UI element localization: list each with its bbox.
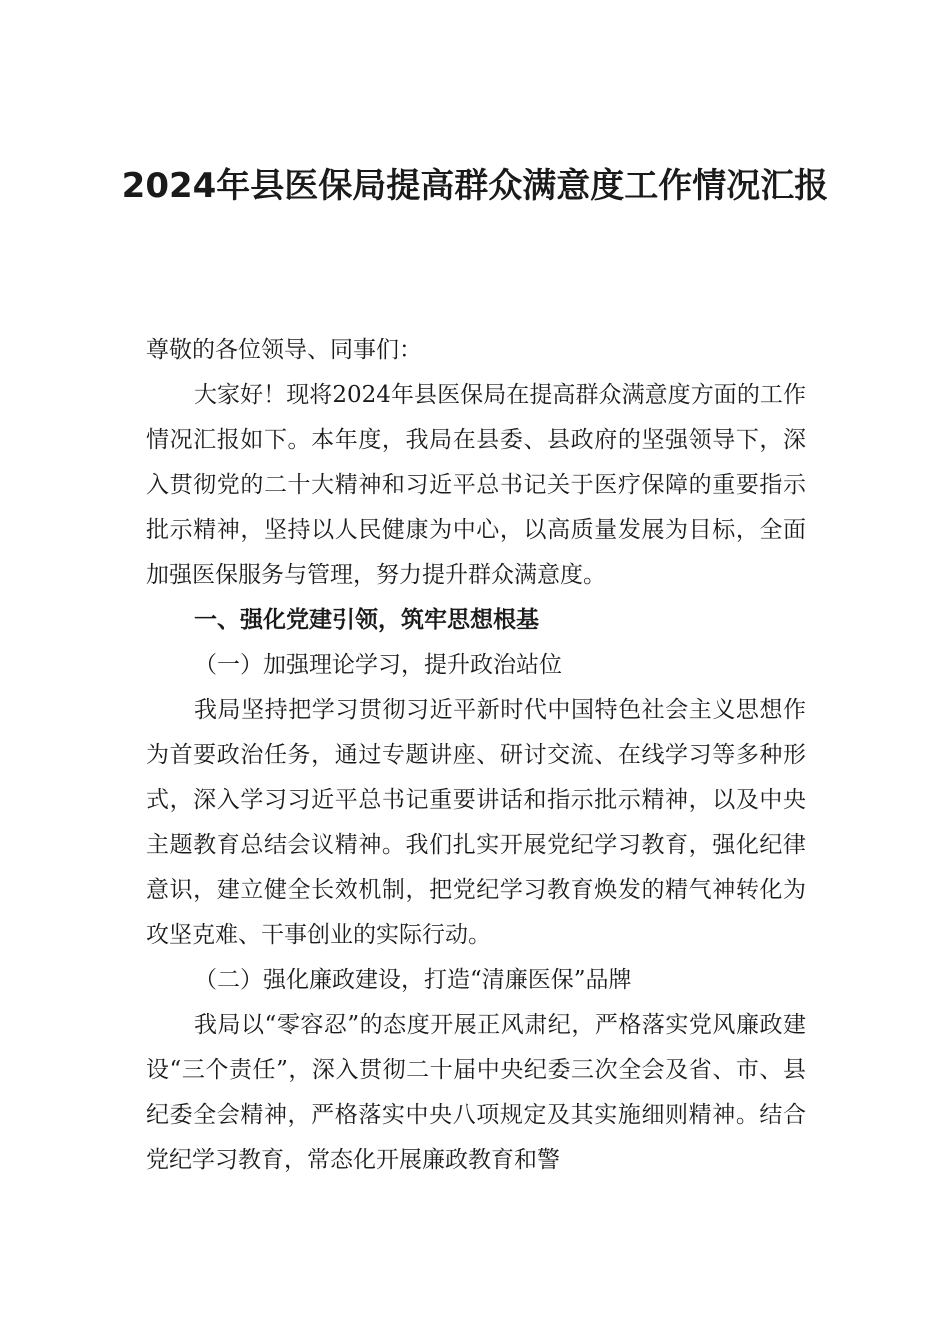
salutation: 尊敬的各位领导、同事们：	[146, 337, 422, 363]
document-body	[146, 328, 806, 1183]
subsection-heading-1: （一）加强理论学习，提升政治站位	[194, 652, 562, 678]
subsection-paragraph-1: 我局坚持把学习贯彻习近平新时代中国特色社会主义思想作为首要政治任务，通过专题讲座、研讨交流、在线学习等多种形式，深入学习习近平总书记重要讲话和指示批示精神，以及中央主题教育总结会议精神。我们扎实开展党纪学习教育，强化纪律意识，建立健全长效机制，把党纪学习教育焕发的精气神转化为攻坚克难、干事创业的实际行动。	[146, 697, 806, 948]
subsection-paragraph-2: 我局以“零容忍”的态度开展正风肃纪，严格落实党风廉政建设“三个责任”，深入贯彻二十届中央纪委三次全会及省、市、县纪委全会精神，严格落实中央八项规定及其实施细则精神。结合党纪学习教育，常态化开展廉政教育和警	[146, 1012, 806, 1173]
subsection-heading-2: （二）强化廉政建设，打造“清廉医保”品牌	[194, 967, 632, 993]
document-title: 2024年县医保局提高群众满意度工作情况汇报	[121, 166, 829, 206]
section-heading-1: 一、强化党建引领，筑牢思想根基	[194, 607, 539, 633]
intro-paragraph: 大家好！现将2024年县医保局在提高群众满意度方面的工作情况汇报如下。本年度，我局在县委、县政府的坚强领导下，深入贯彻党的二十大精神和习近平总书记关于医疗保障的重要指示批示精神，坚持以人民健康为中心，以高质量发展为目标，全面加强医保服务与管理，努力提升群众满意度。	[146, 382, 806, 588]
